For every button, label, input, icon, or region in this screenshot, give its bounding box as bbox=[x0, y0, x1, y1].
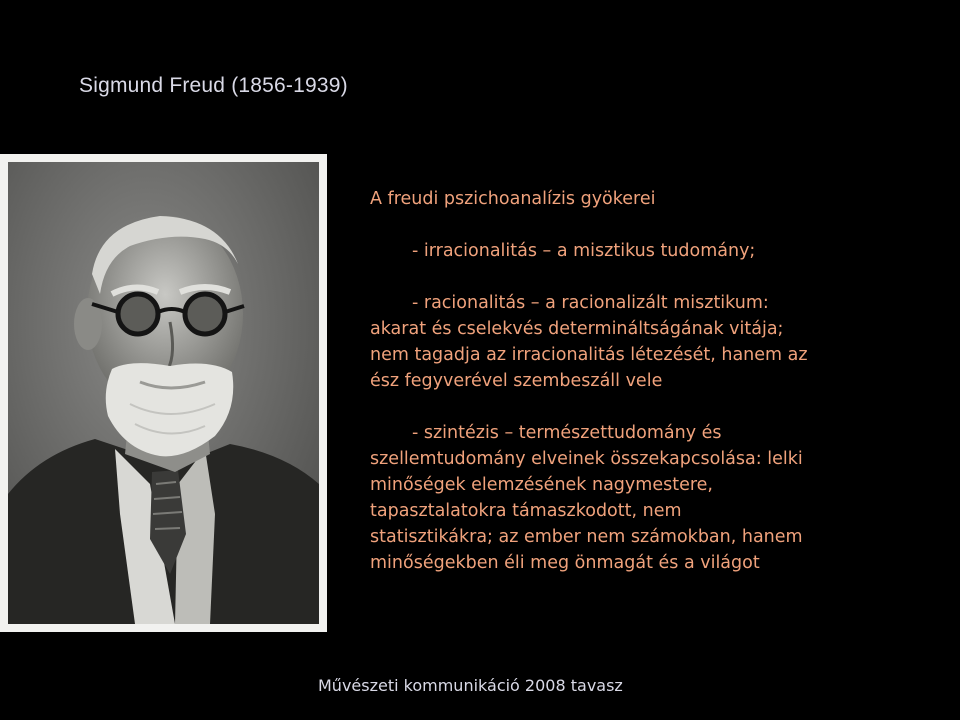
point2-line: nem tagadja az irracionalitás létezését, hanem az bbox=[370, 345, 808, 365]
slide-content bbox=[370, 186, 940, 602]
point3-line: minőségekben éli meg önmagát és a világot bbox=[370, 553, 760, 573]
slide-footer: Művészeti kommunikáció 2008 tavasz bbox=[318, 676, 623, 695]
point3-line: statisztikákra; az ember nem számokban, hanem bbox=[370, 527, 803, 547]
content-heading: A freudi pszichoanalízis gyökerei bbox=[370, 189, 656, 209]
point3-line: tapasztalatokra támaszkodott, nem bbox=[370, 501, 682, 521]
point2-line: ész fegyverével szembeszáll vele bbox=[370, 371, 663, 391]
point3-line: minőségek elemzésének nagymestere, bbox=[370, 475, 713, 495]
point-irrationality bbox=[370, 238, 940, 264]
point3-line: szellemtudomány elveinek összekapcsolása: lelki bbox=[370, 449, 803, 469]
point2-line: akarat és cselekvés determináltságának vitája; bbox=[370, 319, 784, 339]
freud-portrait-photo bbox=[0, 154, 327, 632]
point1-line: - irracionalitás – a misztikus tudomány; bbox=[412, 241, 756, 261]
point2-line: - racionalitás – a racionalizált misztikum: bbox=[412, 293, 769, 313]
point3-line: - szintézis – természettudomány és bbox=[412, 423, 722, 443]
point-rationality bbox=[370, 290, 940, 394]
point-synthesis bbox=[370, 420, 940, 576]
slide-title: Sigmund Freud (1856-1939) bbox=[79, 74, 348, 97]
